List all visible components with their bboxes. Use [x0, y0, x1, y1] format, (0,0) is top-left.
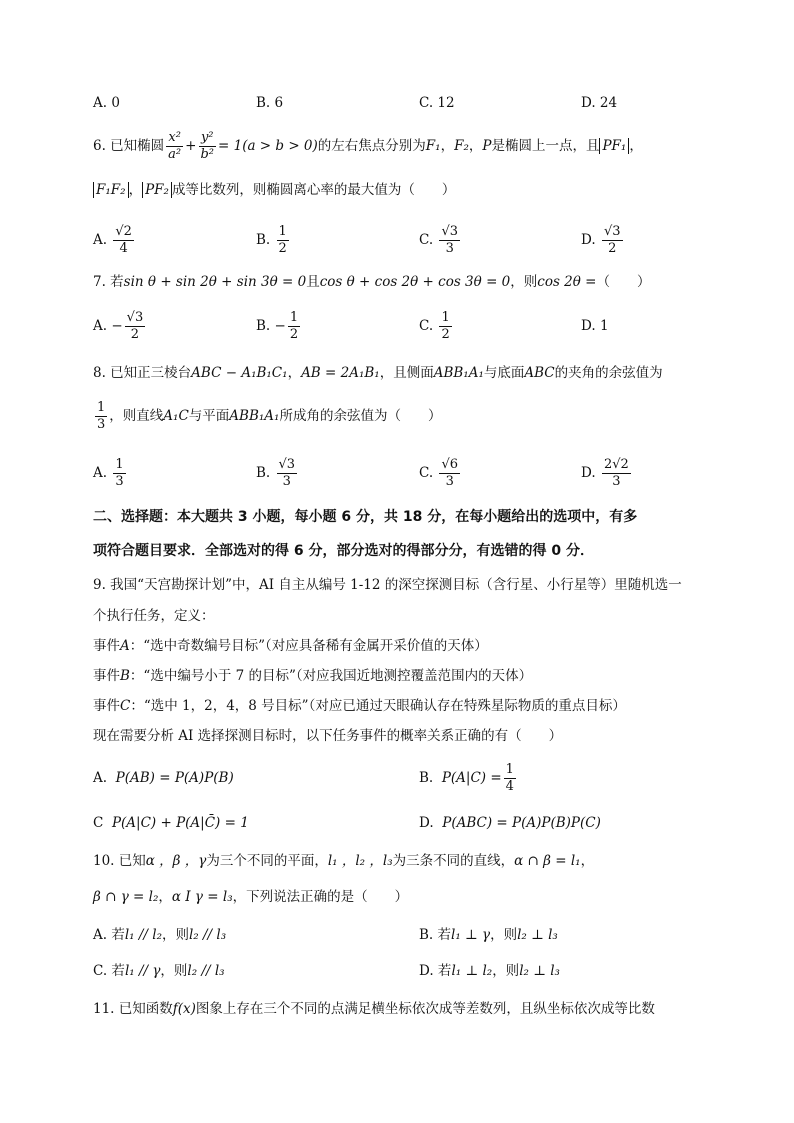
q9-event-a-label: 事件	[93, 638, 120, 654]
q10-tail1: ，	[580, 853, 595, 869]
q9-event-c-var: C	[120, 698, 131, 714]
q6-pf2-abs: PF₂	[142, 182, 172, 198]
q10-option-c-res: l₂ // l₃	[187, 963, 225, 979]
q8-option-c-label: C.	[419, 465, 434, 481]
q10-lead: 10. 已知	[93, 853, 146, 869]
q10-stem-line1	[93, 851, 594, 871]
q10-stem-line2	[93, 887, 408, 907]
q7-option-a-frac	[125, 310, 146, 343]
q10-option-c-mid: ，则	[160, 963, 188, 979]
q9-option-d-expr: P(ABC) = P(A)P(B)P(C)	[442, 815, 601, 831]
q6-sep1: ，	[440, 138, 455, 154]
q8-option-c-frac	[439, 457, 460, 490]
q9-event-a-var: A	[120, 638, 130, 654]
q6-option-c-frac	[439, 224, 460, 257]
q8-line2-text2: 与平面	[188, 408, 230, 424]
q9-option-a-expr: P(AB) = P(A)P(B)	[115, 770, 234, 786]
q7-lead: 7. 若	[93, 274, 124, 290]
q8-face: ABB₁A₁	[433, 365, 484, 381]
q10-eq1: α ∩ β = l₁	[514, 853, 581, 869]
q7-option-a-sign: −	[111, 318, 123, 334]
q6-option-d-num: √3	[603, 224, 621, 239]
q10-option-a	[93, 925, 226, 945]
q8-text3: 的夹角的余弦值为	[554, 365, 663, 381]
q9-option-b	[419, 760, 518, 796]
q8-option-c-num: √6	[441, 457, 458, 472]
q9-option-d	[419, 813, 601, 833]
q9-option-b-num: 1	[505, 762, 514, 777]
q6-option-d	[581, 222, 625, 258]
q6-condition: = 1(a > b > 0)	[218, 138, 318, 154]
q9-event-b-var: B	[120, 668, 130, 684]
q9-option-b-lhs: P(A|C) =	[441, 770, 502, 786]
section2-heading-line2: 项符合题目要求．全部选对的得 6 分，部分选对的得部分分，有选错的得 0 分．	[93, 543, 594, 559]
q6-option-a-num: √2	[115, 224, 132, 239]
q6-sep2: ，	[468, 138, 483, 154]
q8-cosine-num: 1	[97, 400, 106, 415]
q8-text1: ，且侧面	[379, 365, 434, 381]
q10-option-a-label: A. 若	[93, 927, 125, 943]
q10-option-c-label: C. 若	[93, 963, 125, 979]
q8-line2-text3: 所成角的余弦值为（ ）	[279, 408, 442, 424]
q9-event-a-text: ：“选中奇数编号目标”（对应具备稀有金属开采价值的天体）	[129, 638, 488, 654]
q6-fraction-x	[166, 130, 183, 163]
q11-text: 图象上存在三个不同的点满足横坐标依次成等差数列，且纵坐标依次成等比数	[195, 1001, 655, 1017]
q7-stem	[93, 272, 651, 292]
q8-option-d-num: 2√2	[603, 457, 629, 472]
q6-line2-text: 成等比数列，则椭圆离心率的最大值为（ ）	[171, 182, 456, 198]
q9-option-c	[93, 813, 249, 833]
q6-option-d-den: 2	[608, 241, 617, 256]
q8-option-d-frac	[602, 457, 631, 490]
q6-fraction-y	[198, 130, 216, 163]
q7-option-b-sign: −	[274, 318, 286, 334]
q11-function: f(x)	[172, 1001, 196, 1017]
q10-option-b-mid: ，则	[490, 927, 518, 943]
q7-eq2: cos θ + cos 2θ + cos 3θ = 0	[319, 274, 511, 290]
q6-option-a-label: A.	[93, 232, 108, 248]
q10-text1: 为三个不同的平面，	[206, 853, 328, 869]
q8-option-b-num: √3	[278, 457, 296, 472]
q8-option-a-frac	[113, 457, 125, 490]
q10-option-b-label: B. 若	[419, 927, 452, 943]
q8-option-a-den: 3	[115, 474, 124, 489]
q6-option-a	[93, 222, 136, 258]
q8-sep1: ，	[287, 365, 302, 381]
q6-sep3: ，	[629, 138, 643, 154]
q10-line2-text: ，下列说法正确的是（ ）	[232, 889, 409, 905]
q6-lead: 6. 已知椭圆	[93, 138, 165, 154]
q6-frac-x-den: a²	[168, 147, 182, 162]
q6-option-b-frac	[277, 224, 289, 257]
q6-option-c-label: C.	[419, 232, 434, 248]
q6-frac-x-num: x²	[168, 130, 181, 145]
q6-option-c	[419, 222, 462, 258]
q6-option-b-num: 1	[278, 224, 287, 239]
q6-option-c-num: √3	[441, 224, 458, 239]
q9-event-c-label: 事件	[93, 698, 120, 714]
q7-option-c-frac	[439, 310, 451, 343]
q9-option-b-den: 4	[505, 779, 514, 794]
q6-option-c-den: 3	[445, 241, 454, 256]
q6-stem-line2	[93, 180, 455, 200]
q10-option-a-mid: ，则	[161, 927, 189, 943]
q10-option-d-res: l₂ ⊥ l₃	[519, 963, 560, 979]
q9-event-c-text: ：“选中 1，2，4，8 号目标”（对应已通过天眼确认存在特殊星际物质的重点目标）	[130, 698, 626, 714]
q8-option-a-num: 1	[115, 457, 124, 472]
q10-option-c	[93, 961, 225, 981]
q9-option-b-frac	[504, 762, 516, 795]
q8-option-b-label: B.	[256, 465, 271, 481]
q6-stem-line1: 6. 已知椭圆 $\frac{\text{x²}}{\text{a²}}$ + $\frac{\text{y²}}{\text{b²}}$ = 1(a > b > 0)的左右焦点分别为F₁，F₂，P是椭圆上一点，且 PF₁ ，	[93, 130, 643, 162]
q9-option-c-label: C	[93, 815, 104, 831]
q10-option-c-cond: l₁ // γ	[124, 963, 161, 979]
q8-text2: 与底面	[483, 365, 525, 381]
q10-sep: ，	[158, 889, 172, 905]
q9-option-a	[93, 768, 234, 788]
q8-cosine-den: 3	[97, 417, 106, 432]
q10-lines: l₁ ，l₂ ，l₃	[327, 853, 393, 869]
q7-option-d-value: 1	[599, 318, 609, 334]
q10-option-d-cond: l₁ ⊥ l₂	[451, 963, 493, 979]
q8-option-b	[256, 455, 299, 491]
q6-option-b-den: 2	[278, 241, 287, 256]
q8-option-d	[581, 455, 633, 491]
section2-heading-line1: 二、选择题：本大题共 3 小题，每小题 6 分，共 18 分，在每小题给出的选项中，有多	[93, 509, 638, 525]
q6-frac-y-den: b²	[200, 147, 214, 162]
q9-event-b	[93, 666, 532, 686]
q9-event-b-text: ：“选中编号小于 7 的目标”（对应我国近地测控覆盖范围内的天体）	[129, 668, 533, 684]
q8-line2-text1: ，则直线	[109, 408, 164, 424]
q6-option-a-frac	[113, 224, 134, 257]
q9-event-b-label: 事件	[93, 668, 120, 684]
q10-eq3: α I γ = l₃	[171, 889, 233, 905]
q8-option-a	[93, 455, 128, 491]
q7-tail1: ，则	[510, 274, 538, 290]
q10-planes: α ，β ，γ	[145, 853, 207, 869]
q7-tail2: （ ）	[596, 274, 651, 290]
q7-option-a-label: A.	[93, 318, 108, 334]
q8-relation: AB = 2A₁B₁	[301, 365, 380, 381]
q9-option-a-label: A.	[93, 770, 108, 786]
q7-option-b-frac	[288, 310, 300, 343]
q8-stem-line1	[93, 363, 663, 383]
q8-line: A₁C	[163, 408, 189, 424]
q7-option-d-label: D.	[581, 318, 596, 334]
q5-option-b: B. 6	[256, 95, 284, 111]
q7-eq3: cos 2θ =	[537, 274, 597, 290]
q7-option-a-den: 2	[130, 327, 140, 342]
q8-cosine-frac	[95, 400, 107, 433]
q7-option-b-num: 1	[289, 310, 299, 325]
q6-option-d-frac	[602, 224, 623, 257]
q8-option-b-den: 3	[282, 474, 291, 489]
q8-stem-line2	[93, 398, 441, 434]
q10-option-a-cond: l₁ // l₂	[124, 927, 162, 943]
q7-option-a-num: √3	[126, 310, 144, 325]
q7-option-b	[256, 308, 302, 344]
q7-option-c-den: 2	[441, 327, 450, 342]
q10-option-d-mid: ，则	[492, 963, 520, 979]
q5-option-a: A. 0	[93, 95, 120, 111]
q6-text1: 的左右焦点分别为	[317, 138, 426, 154]
q9-stem-line1: 9. 我国“天宫勘探计划”中，AI 自主从编号 1-12 的深空探测目标（含行星、小行星等）里随机选一	[93, 577, 682, 593]
q6-p: P	[482, 138, 492, 154]
q7-mid: 且	[306, 274, 320, 290]
q10-option-b	[419, 925, 558, 945]
q10-option-d-label: D. 若	[419, 963, 452, 979]
q6-frac-y-num: y²	[200, 130, 214, 145]
q7-option-a	[93, 308, 147, 344]
q11-stem	[93, 999, 655, 1019]
q6-text2: 是椭圆上一点，且	[491, 138, 600, 154]
q6-pf1-abs: PF₁	[599, 138, 629, 154]
q10-option-b-res: l₂ ⊥ l₃	[517, 927, 558, 943]
q8-option-a-label: A.	[93, 465, 108, 481]
q7-option-b-label: B.	[256, 318, 271, 334]
q8-base: ABC	[524, 365, 555, 381]
q9-option-c-expr: P(A|C) + P(A|C̄) = 1	[111, 815, 249, 831]
q9-stem-question: 现在需要分析 AI 选择探测目标时，以下任务事件的概率关系正确的有（ ）	[93, 728, 563, 744]
q7-option-c-num: 1	[441, 310, 450, 325]
q8-option-c-den: 3	[445, 474, 454, 489]
q9-option-b-label: B.	[419, 770, 434, 786]
q5-option-c: C. 12	[419, 95, 455, 111]
q8-lead: 8. 已知正三棱台	[93, 365, 192, 381]
q6-option-b	[256, 222, 291, 258]
q6-option-a-den: 4	[119, 241, 128, 256]
q5-option-d: D. 24	[581, 95, 618, 111]
q9-stem-line2: 个执行任务，定义：	[93, 608, 215, 624]
q9-event-c	[93, 696, 626, 716]
q6-sep4: ，	[128, 182, 143, 198]
q6-f1f2-abs: F₁F₂	[93, 182, 129, 198]
q10-option-d	[419, 961, 560, 981]
q7-option-c	[419, 308, 454, 344]
q6-option-d-label: D.	[581, 232, 596, 248]
q10-eq2: β ∩ γ = l₂	[93, 889, 159, 905]
q8-option-b-frac	[277, 457, 298, 490]
q8-solid: ABC − A₁B₁C₁	[191, 365, 288, 381]
q7-option-d	[581, 316, 609, 336]
q11-lead: 11. 已知函数	[93, 1001, 173, 1017]
q7-option-c-label: C.	[419, 318, 434, 334]
q6-option-b-label: B.	[256, 232, 271, 248]
q8-option-d-label: D.	[581, 465, 596, 481]
q8-plane: ABB₁A₁	[229, 408, 280, 424]
q7-eq1: sin θ + sin 2θ + sin 3θ = 0	[123, 274, 307, 290]
q7-option-b-den: 2	[289, 327, 299, 342]
q9-event-a	[93, 636, 488, 656]
q8-option-d-den: 3	[612, 474, 621, 489]
q6-f1: F₁	[425, 138, 441, 154]
q10-option-b-cond: l₁ ⊥ γ	[451, 927, 491, 943]
q10-text2: 为三条不同的直线，	[392, 853, 515, 869]
q8-option-c	[419, 455, 462, 491]
q10-option-a-res: l₂ // l₃	[188, 927, 227, 943]
q6-f2: F₂	[454, 138, 469, 154]
q9-option-d-label: D.	[419, 815, 434, 831]
